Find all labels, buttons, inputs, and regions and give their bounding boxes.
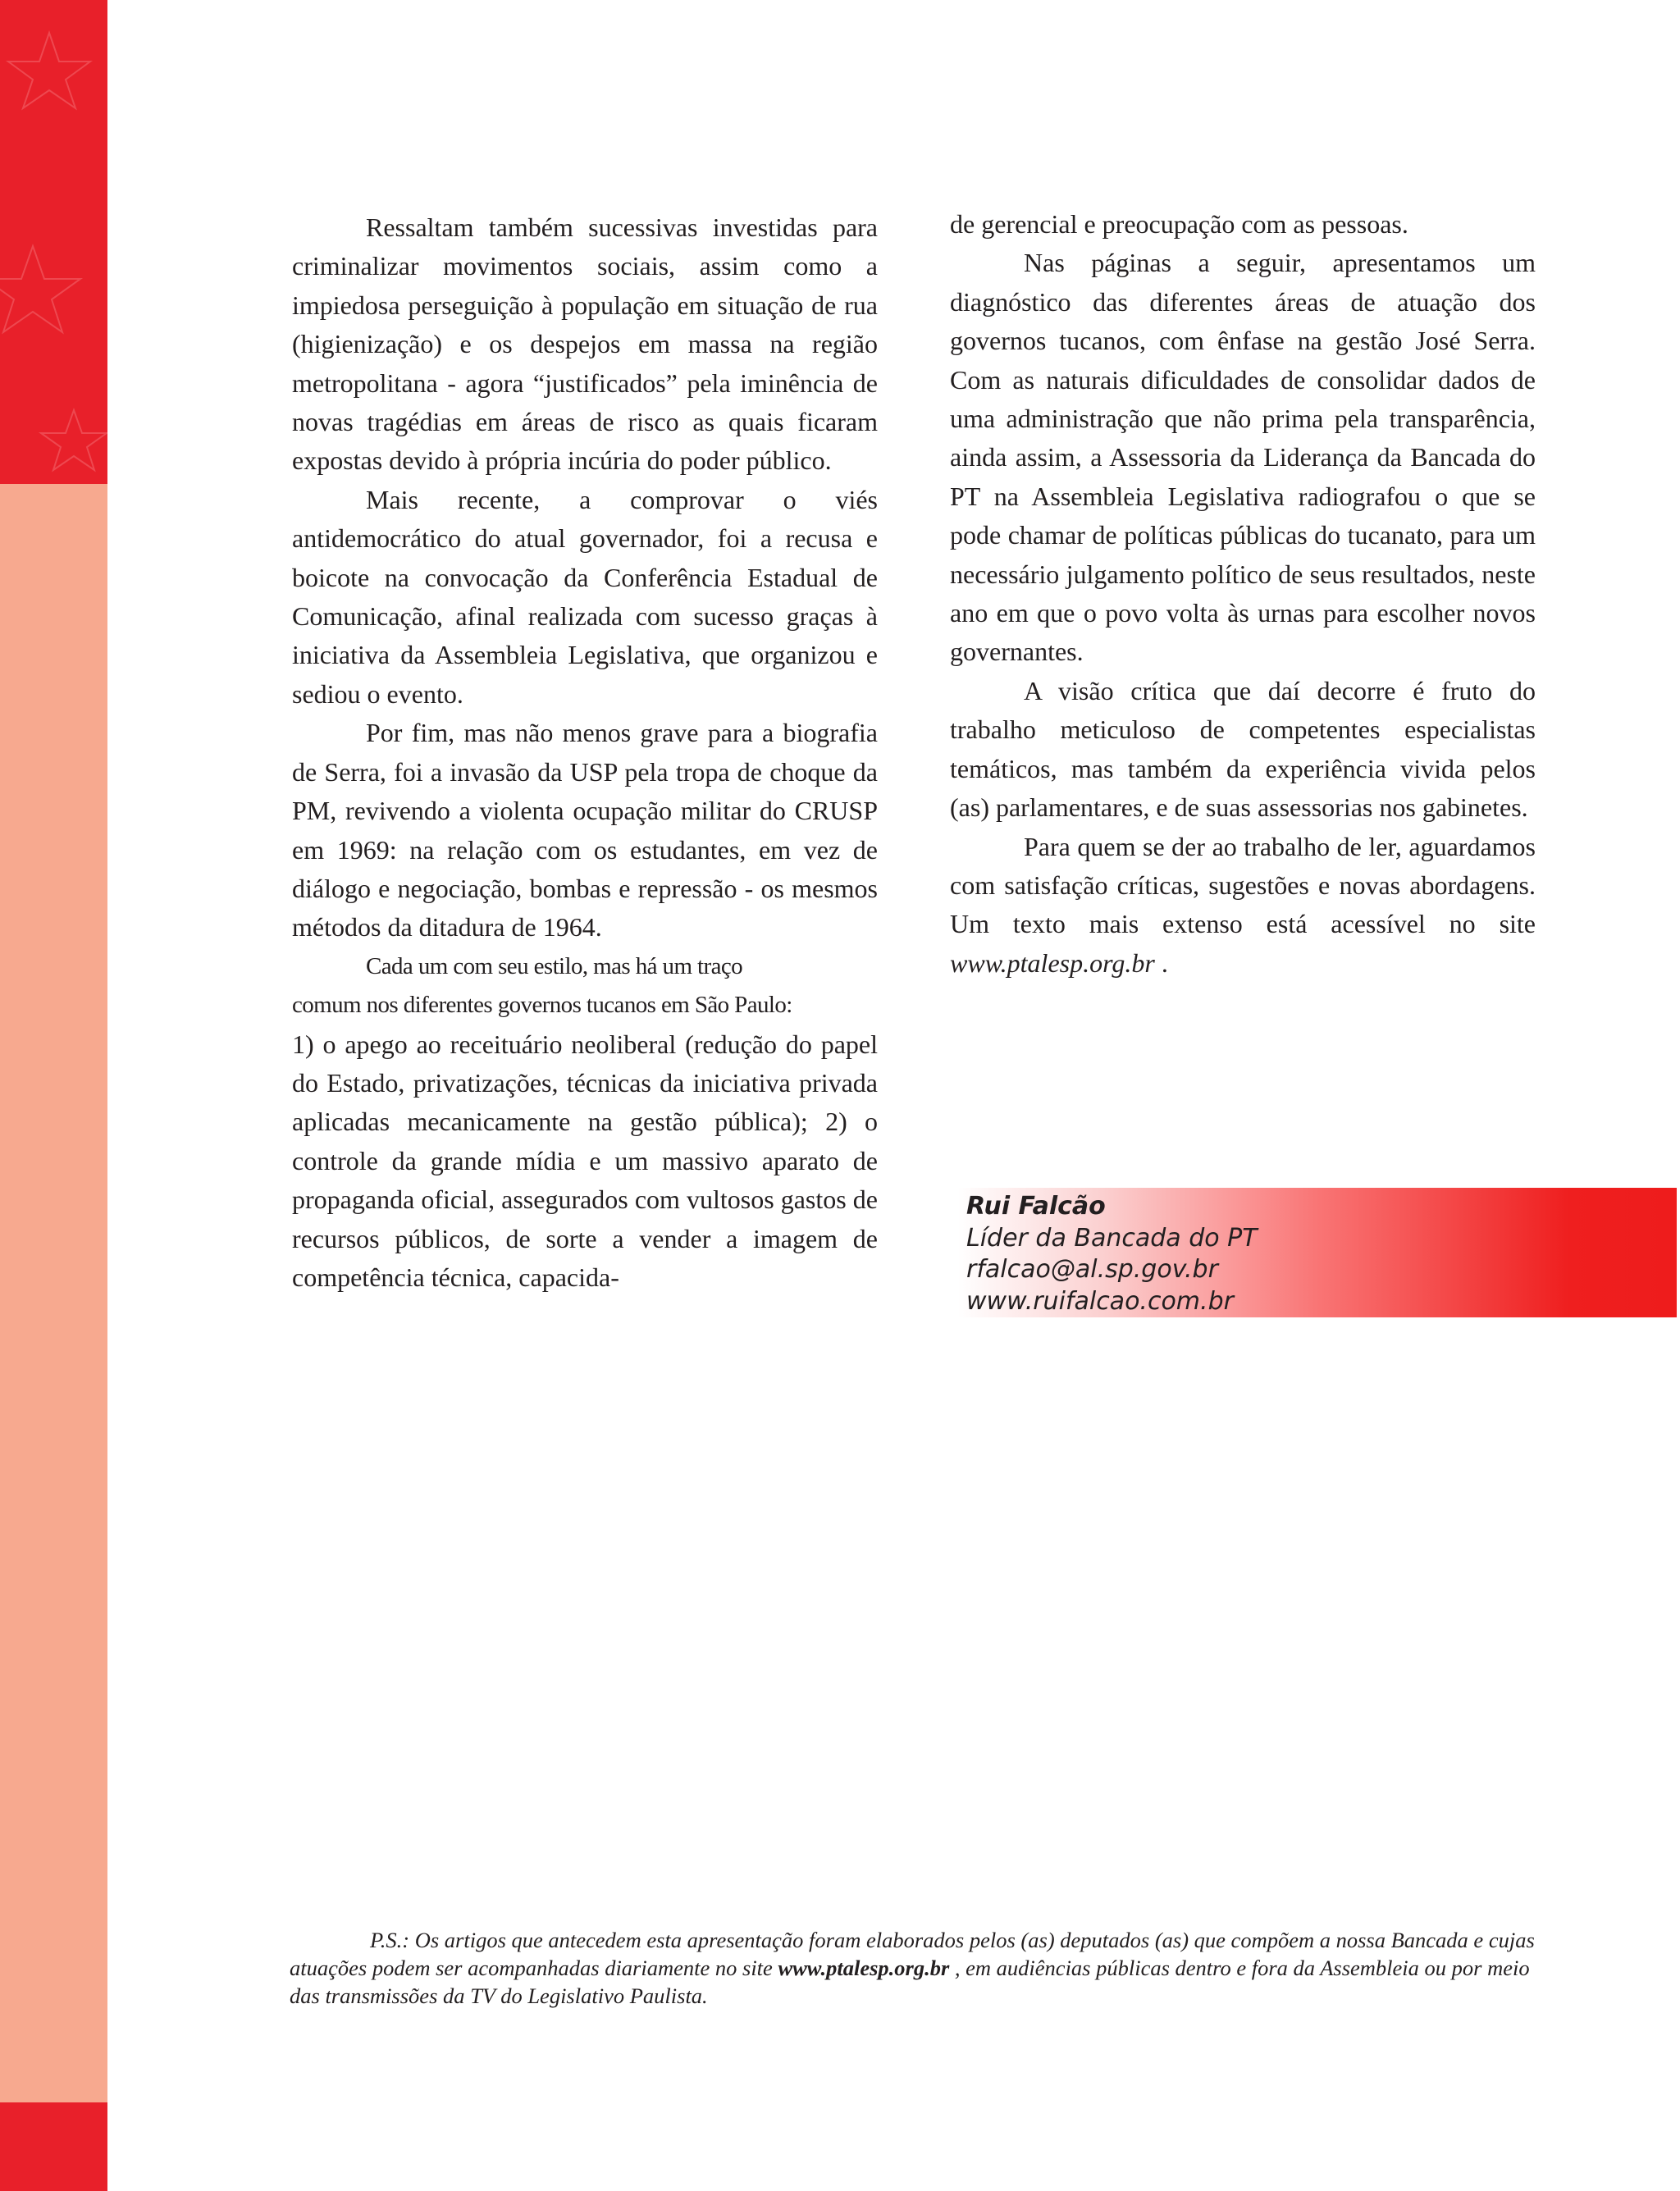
paragraph	[292, 947, 878, 986]
decorative-red-strip-bottom	[0, 2102, 107, 2191]
paragraph-continued: de gerencial e preocupação com as pessoas.	[950, 209, 1408, 239]
paragraph-narrow-line: Cada um com seu estilo, mas há um traço	[366, 952, 743, 979]
signature-block	[966, 1191, 1258, 1317]
postscript-text: , em audiências públicas dentro e fora da Assembleia ou por meio das transmissões da TV do Legislativo Paulista.	[290, 1956, 1530, 2008]
paragraph	[950, 828, 1536, 984]
paragraph-text: .	[1154, 947, 1168, 978]
author-email[interactable]: rfalcao@al.sp.gov.br	[966, 1255, 1218, 1284]
postscript-link[interactable]: www.ptalesp.org.br	[778, 1956, 950, 1980]
paragraph: Nas páginas a seguir, apresentamos um diagnóstico das diferentes áreas de atuação dos governos tucanos, com ênfase na gestão José Serra. Com as naturais dificuldades de consolidar dados de uma administração que não prima pela transparência, ainda assim, a Assessoria da Liderança da Bancada do PT na Assembleia Legislativa radiografou o que se pode chamar de políticas públicas do tucanato, para um necessário julgamento político de seus resultados, neste ano em que o povo volta às urnas para escolher novos governantes.	[950, 248, 1536, 667]
decorative-salmon-strip	[0, 484, 107, 2102]
paragraph: A visão crítica que daí decorre é fruto do trabalho meticuloso de competentes especialistas temáticos, mas também da experiência vivida pelos (as) parlamentares, e de suas assessorias nos gabinetes.	[950, 675, 1536, 823]
paragraph-continued	[292, 986, 878, 1297]
paragraph: Por fim, mas não menos grave para a biografia de Serra, foi a invasão da USP pela tropa de choque da PM, revivendo a violenta ocupação militar do CRUSP em 1969: na relação com os estudantes, em vez de diálogo e negociação, bombas e repressão - os mesmos métodos da ditadura de 1964.	[292, 718, 878, 943]
author-name: Rui Falcão	[966, 1192, 1106, 1221]
right-text-column	[950, 205, 1536, 983]
paragraph-text: Para quem se der ao trabalho de ler, aguardamos com satisfação críticas, sugestões e novas abordagens. Um texto mais extenso está acessível no site	[950, 831, 1536, 939]
paragraph-text: 1) o apego ao receituário neoliberal (redução do papel do Estado, privatizações, técnicas da iniciativa privada aplicadas mecanicamente na gestão pública); 2) o controle da grande mídia e um massivo aparato de propaganda oficial, assegurados com vultosos gastos de recursos públicos, de sorte a vender a imagem de competência técnica, capacida-	[292, 1029, 878, 1292]
paragraph: Ressaltam também sucessivas investidas para criminalizar movimentos sociais, assim como a impiedosa perseguição à população em situação de rua (higienização) e os despejos em massa na região metropolitana - agora “justificados” pela iminência de novas tragédias em áreas de risco as quais ficaram expostas devido à própria incúria do poder público.	[292, 212, 878, 476]
author-role: Líder da Bancada do PT	[966, 1223, 1258, 1253]
left-text-column	[292, 208, 878, 1297]
decorative-red-strip-top	[0, 0, 107, 484]
site-link[interactable]: www.ptalesp.org.br	[950, 947, 1155, 978]
paragraph-narrow-line: comum nos diferentes governos tucanos em São Paulo:	[292, 992, 792, 1019]
postscript	[290, 1926, 1536, 2010]
postscript-text: P.S.: Os artigos que antecedem esta apresentação foram elaborados pelos (as) deputados (as) que compõem a nossa Bancada e cujas atuações podem ser acompanhadas diariamente no site	[290, 1928, 1535, 1980]
paragraph: Mais recente, a comprovar o viés antidemocrático do atual governador, foi a recusa e boicote na convocação da Conferência Estadual de Comunicação, afinal realizada com sucesso graças à iniciativa da Assembleia Legislativa, que organizou e sediou o evento.	[292, 484, 878, 709]
star-pattern-icon	[0, 0, 107, 484]
author-website[interactable]: www.ruifalcao.com.br	[966, 1286, 1234, 1316]
